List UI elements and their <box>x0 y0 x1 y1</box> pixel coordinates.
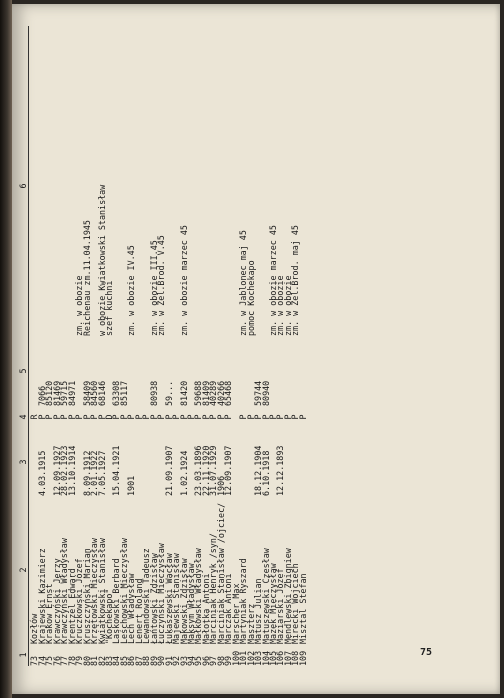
table-row <box>36 26 47 666</box>
cell-c2: Krajewski Kazimierz <box>36 548 47 644</box>
cell-c1: 109 <box>297 650 308 666</box>
cell-c3: 18.12.1904 <box>253 445 264 496</box>
cell-c3: 21.09.1907 <box>163 445 174 496</box>
cell-c1: 90 <box>156 655 167 666</box>
cell-c5 <box>285 336 292 406</box>
cell-c1: 93 <box>178 655 189 666</box>
cell-c5: 59688 <box>193 380 204 406</box>
cell-c5: 59744 <box>253 380 264 406</box>
cell-c2: Małotka Antoni <box>200 573 211 644</box>
cell-c4: P <box>133 414 144 420</box>
cell-c1: 75 <box>44 655 55 666</box>
cell-c5: 85120 <box>44 380 55 406</box>
cell-c6: zm. w obozie <box>74 275 85 336</box>
header-col-3: 3 <box>18 459 28 465</box>
header-col-6: 6 <box>18 183 28 189</box>
table-row <box>195 26 202 666</box>
cell-c3: 4.03.1915 <box>36 450 47 496</box>
table-row <box>96 26 107 666</box>
cell-c6 <box>31 36 38 336</box>
cell-c1: 77 <box>59 655 70 666</box>
cell-c3: 12.09.1927 <box>51 445 62 496</box>
cell-c4: P <box>141 414 152 420</box>
cell-c4: P <box>148 414 159 420</box>
cell-c2: Makowski Zdzisław <box>178 558 189 644</box>
cell-c2: Laskowski Berbard <box>111 558 122 644</box>
cell-c2: Małkowski Władysław <box>193 548 204 644</box>
cell-c3: 7.05.1927 <box>96 450 107 496</box>
cell-c5: 59... <box>163 380 174 406</box>
cell-c3 <box>136 428 143 496</box>
cell-c6 <box>225 36 232 336</box>
cell-c1: 99 <box>223 655 234 666</box>
cell-c2: Krawczyński Jerzy <box>51 558 62 644</box>
cell-c4: P <box>253 414 264 420</box>
cell-c2: Kwiatkowski Stanisław <box>96 538 107 644</box>
cell-c1: 83 <box>103 655 114 666</box>
cell-c2: Misztal Stefan <box>297 573 308 644</box>
cell-c6: szef kuchni <box>103 280 114 336</box>
cell-c1: 95 <box>193 655 204 666</box>
header-col-5: 5 <box>18 368 28 374</box>
cell-c4: P <box>51 414 62 420</box>
cell-c2: Mazek Mieczysław <box>267 563 278 644</box>
cell-c2: Martyniak Ryszard <box>238 558 249 644</box>
cell-c2: Marciniak Henryk /syn/ <box>208 533 219 644</box>
cell-c1: 89 <box>148 655 159 666</box>
cell-c4: P <box>223 414 234 420</box>
header-col-2: 2 <box>18 567 28 573</box>
cell-c4: P <box>178 414 189 420</box>
cell-c3: 6.10.1918 <box>260 450 271 496</box>
cell-c2: Mirecki Wojciech <box>290 563 301 644</box>
header-col-1: 1 <box>18 652 28 658</box>
cell-c6 <box>203 36 210 336</box>
cell-c4: P <box>66 414 77 420</box>
cell-c4: P <box>81 414 92 420</box>
cell-c2: Majewski Stanisław <box>171 553 182 644</box>
cell-c2: Leśchowski Mieczysław <box>118 538 129 644</box>
table-row <box>118 26 129 666</box>
cell-c4: P <box>290 414 301 420</box>
header-col-4: 4 <box>18 414 28 420</box>
cell-c2: Marciniak Stanisław /ojciec/ <box>215 502 226 644</box>
cell-c1: 101 <box>238 650 249 666</box>
cell-c1: 73 <box>29 655 40 666</box>
cell-c5 <box>136 336 143 406</box>
cell-c3 <box>300 428 307 496</box>
cell-c1: 97 <box>208 655 219 666</box>
cell-c5: 85117 <box>118 380 129 406</box>
rotated-table <box>20 26 480 666</box>
cell-c3: 12.09.1907 <box>223 445 234 496</box>
cell-c3 <box>143 428 150 496</box>
cell-c2: Krakow Ernst <box>44 583 55 644</box>
cell-c5: 58409 <box>81 380 92 406</box>
cell-c6: w obozie Kwiatkowski Stanisław <box>96 184 107 336</box>
cell-c5: 84971 <box>66 380 77 406</box>
cell-c1: 80 <box>81 655 92 666</box>
cell-c5: 81409 <box>200 380 211 406</box>
cell-c2: Kozłów <box>29 613 40 644</box>
page-number: 75 <box>419 647 432 658</box>
cell-c3: 31.07.1929 <box>208 445 219 496</box>
cell-c1: 91 <box>163 655 174 666</box>
cell-c4: P <box>171 414 182 420</box>
cell-c6 <box>46 36 53 336</box>
cell-c4: P <box>89 414 100 420</box>
table-row <box>245 26 256 666</box>
cell-c2: Maksym Władysław <box>185 563 196 644</box>
cell-c4: P <box>96 414 107 420</box>
cell-c4: P <box>36 414 47 420</box>
cell-c6 <box>166 36 173 336</box>
cell-c1: 104 <box>260 650 271 666</box>
cell-c6 <box>113 36 120 336</box>
cell-c4: P <box>59 414 70 420</box>
cell-c2: Łukaszewski Wacław <box>163 553 174 644</box>
cell-c4: R <box>29 414 40 420</box>
cell-c5: 40289 <box>208 380 219 406</box>
cell-c6 <box>54 36 61 336</box>
cell-c2: Krzętowski Mieczysław <box>89 538 100 644</box>
cell-c5: 7066 <box>36 385 47 406</box>
table-row <box>297 26 308 666</box>
table-body <box>31 26 307 666</box>
cell-c6: zm. w obozie <box>282 275 293 336</box>
table-row <box>225 26 232 666</box>
cell-c1: 108 <box>290 650 301 666</box>
cell-c6: zm. w Żel.Brod. maj 45 <box>290 225 301 336</box>
cell-c1: 92 <box>171 655 182 666</box>
cell-c3: 1901 <box>126 475 137 496</box>
cell-c4: P <box>44 414 55 420</box>
cell-c2: Lech Władysław <box>126 573 137 644</box>
cell-c3: 1906 <box>215 475 226 496</box>
cell-c2: Kruszczyński Marian <box>81 548 92 644</box>
cell-c1: 100 <box>230 650 241 666</box>
cell-c1: 103 <box>253 650 264 666</box>
cell-c2: "Kochekapo" <box>103 588 114 644</box>
cell-c4: P <box>267 414 278 420</box>
cell-c5: 65468 <box>223 380 234 406</box>
table-row <box>292 26 299 666</box>
cell-c6: zm. w obozie marzec 45 <box>178 225 189 336</box>
cell-c1: 98 <box>215 655 226 666</box>
cell-c5: 81469 <box>51 380 62 406</box>
cell-c5: 80938 <box>148 380 159 406</box>
cell-c1: 79 <box>74 655 85 666</box>
table-header <box>20 26 29 666</box>
cell-c1: 87 <box>133 655 144 666</box>
table-row <box>128 26 135 666</box>
cell-c2: Marscher Max <box>230 583 241 644</box>
cell-c2: Kruczkowski Józef <box>74 558 85 644</box>
cell-c6 <box>61 36 68 336</box>
cell-c1: 86 <box>126 655 137 666</box>
cell-c4: P <box>245 414 256 420</box>
cell-c4: P <box>208 414 219 420</box>
cell-c1: 106 <box>275 650 286 666</box>
cell-c4: P <box>163 414 174 420</box>
cell-c3: 23.03.1896 <box>193 445 204 496</box>
cell-c6 <box>255 36 262 336</box>
cell-c4: P <box>260 414 271 420</box>
cell-c4: P <box>193 414 204 420</box>
cell-c1: 81 <box>89 655 100 666</box>
cell-c4: P <box>297 414 308 420</box>
cell-c5 <box>300 336 307 406</box>
cell-c3: 13.10.1914 <box>66 445 77 496</box>
cell-c3: 1.02.1924 <box>178 450 189 496</box>
cell-c1: 78 <box>66 655 77 666</box>
cell-c6: zm. w obozie <box>275 275 286 336</box>
cell-c5: 80940 <box>260 380 271 406</box>
cell-c2: Marczak Antoni <box>223 573 234 644</box>
cell-c1: 85 <box>118 655 129 666</box>
cell-c6: zm. w obozie marzec 45 <box>267 225 278 336</box>
cell-c2: Krawczyński Władysław <box>59 538 70 644</box>
cell-c3: 12.12.1893 <box>275 445 286 496</box>
cell-c4: P <box>111 414 122 420</box>
cell-c4: P <box>118 414 129 420</box>
cell-c3 <box>285 428 292 496</box>
cell-c5: 68146 <box>96 380 107 406</box>
cell-c3: 28.02.1923 <box>59 445 70 496</box>
cell-c6 <box>218 36 225 336</box>
binding-edge <box>0 0 12 698</box>
cell-c2: Maziarski Józef <box>275 568 286 644</box>
cell-c6 <box>300 36 307 336</box>
cell-c5 <box>270 336 277 406</box>
cell-c2: Maszterz <box>245 603 256 644</box>
cell-c4: P <box>185 414 196 420</box>
cell-c3 <box>151 428 158 496</box>
cell-c3 <box>292 428 299 496</box>
cell-c4: D <box>103 414 114 420</box>
cell-c5: 63308 <box>111 380 122 406</box>
cell-c5: 81420 <box>178 380 189 406</box>
cell-c1: 88 <box>141 655 152 666</box>
cell-c2: Mendlewski Zbigniew <box>282 548 293 644</box>
cell-c4: P <box>126 414 137 420</box>
cell-c5: 84560 <box>89 380 100 406</box>
cell-c5: 40266 <box>215 380 226 406</box>
cell-c6 <box>188 36 195 336</box>
cell-c4: P <box>275 414 286 420</box>
cell-c6: zm. w Żel.Brod. V.45 <box>156 235 167 336</box>
cell-c2: Łańtowski Zdzisław <box>148 553 159 644</box>
cell-c6 <box>39 36 46 336</box>
cell-c5 <box>277 336 284 406</box>
cell-c3 <box>233 428 240 496</box>
cell-c5 <box>292 336 299 406</box>
cell-c3: 2.01.1922 <box>89 450 100 496</box>
cell-c3 <box>240 428 247 496</box>
cell-c1: 107 <box>282 650 293 666</box>
cell-c5 <box>233 336 240 406</box>
cell-c2: Krentzel Edward <box>66 568 77 644</box>
cell-c1: 76 <box>51 655 62 666</box>
cell-c4: P <box>156 414 167 420</box>
cell-c2: Matusz Julian <box>253 578 264 644</box>
cell-c1: 74 <box>36 655 47 666</box>
cell-c1: 105 <box>267 650 278 666</box>
cell-c6: zm. w obozie IV.45 <box>126 245 137 336</box>
table-row <box>240 26 247 666</box>
cell-c2: Lenert Roland <box>133 578 144 644</box>
cell-c1: 102 <box>245 650 256 666</box>
cell-c1: 96 <box>200 655 211 666</box>
cell-c6 <box>210 36 217 336</box>
cell-c3: 8.09.1912 <box>81 450 92 496</box>
cell-c5 <box>240 336 247 406</box>
cell-c2: Lewandowski Tadeusz <box>141 548 152 644</box>
cell-c3: 22.11.1920 <box>200 445 211 496</box>
cell-c6: pomoc Kochekapo <box>245 260 256 336</box>
cell-c6 <box>195 36 202 336</box>
cell-c3: 15.04.1921 <box>111 445 122 496</box>
cell-c4: P <box>200 414 211 420</box>
cell-c2: Łuczyński Mieczysław <box>156 543 167 644</box>
table-row <box>215 26 226 666</box>
cell-c5 <box>128 336 135 406</box>
cell-c1: 94 <box>185 655 196 666</box>
cell-c5: 59715 <box>59 380 70 406</box>
cell-c1: 84 <box>111 655 122 666</box>
cell-c6: zm. w obozie III.45 <box>148 240 159 336</box>
cell-c6 <box>136 36 143 336</box>
cell-c4: P <box>215 414 226 420</box>
cell-c6: zm. w Jablonec maj 45 <box>238 230 249 336</box>
cell-c4: P <box>238 414 249 420</box>
cell-c1: 82 <box>96 655 107 666</box>
cell-c4: P <box>282 414 293 420</box>
cell-c6: Reichenau zm.11.04.1945 <box>81 220 92 336</box>
cell-c4: P <box>74 414 85 420</box>
cell-c2: Matuszewski Czesław <box>260 548 271 644</box>
